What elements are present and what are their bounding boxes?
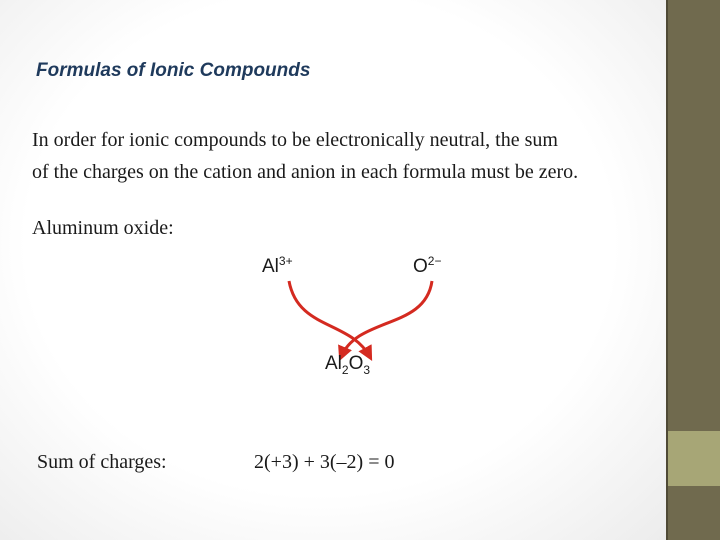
formula-element-2: O bbox=[348, 353, 364, 374]
anion-symbol: O bbox=[413, 256, 428, 277]
formula-element-1: Al bbox=[325, 353, 342, 374]
sum-equation: 2(+3) + 3(–2) = 0 bbox=[254, 451, 395, 473]
anion-arrow bbox=[341, 281, 432, 357]
paragraph-line-1: In order for ionic compounds to be electronically neutral, the sum bbox=[32, 129, 558, 151]
cation-arrow bbox=[289, 281, 370, 357]
formula-subscript-1: 2 bbox=[341, 363, 349, 377]
example-label: Aluminum oxide: bbox=[32, 217, 174, 239]
formula-subscript-2: 3 bbox=[363, 363, 371, 377]
sum-label: Sum of charges: bbox=[37, 451, 167, 473]
cation-charge: 3+ bbox=[278, 254, 293, 268]
paragraph-line-2: of the charges on the cation and anion in each formula must be zero. bbox=[32, 161, 579, 183]
cation-symbol: Al bbox=[262, 256, 279, 277]
anion-charge: 2− bbox=[427, 254, 442, 268]
slide-title: Formulas of Ionic Compounds bbox=[36, 60, 311, 81]
compound-formula bbox=[325, 353, 370, 375]
